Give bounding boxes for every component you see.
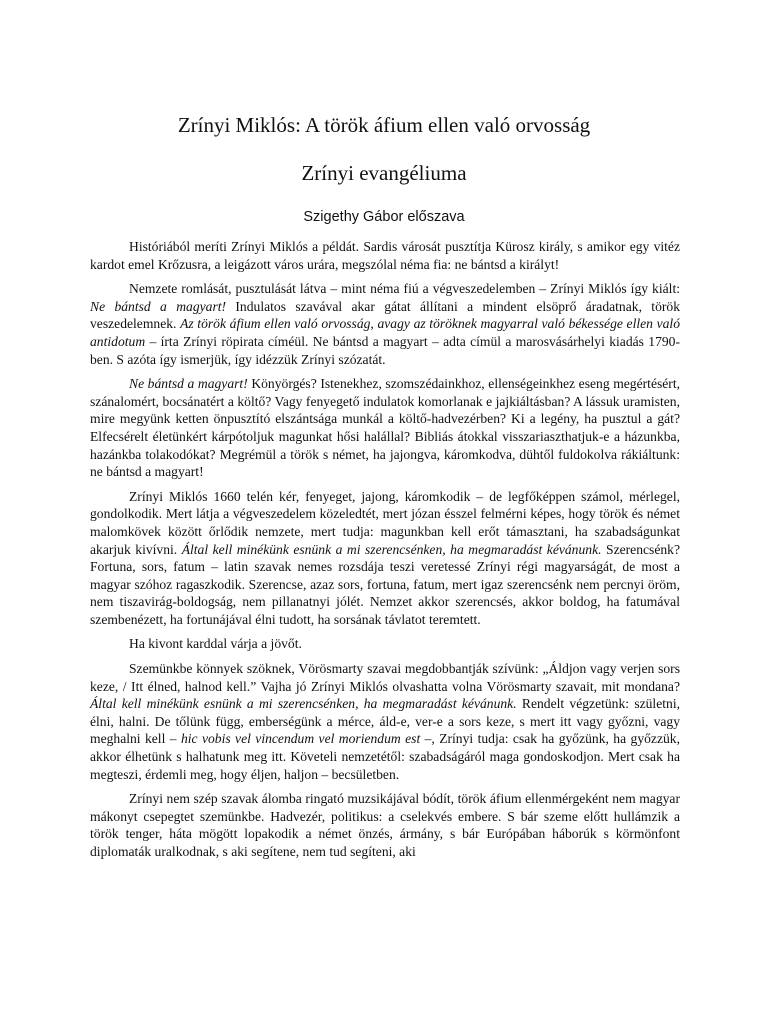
document-title: Zrínyi Miklós: A török áfium ellen való orvosság <box>177 113 591 137</box>
paragraph-text: Indulatos szavával akar gátat állítani a mindent elsöprő áradatnak, török veszedelemnek. <box>90 298 681 332</box>
paragraph-text: – írta Zrínyi röpirata címéül. Ne bántsd a magyart – adta címül a marosvásárhelyi kiadás 1790-ben. S azóta így ismerjük, így idézzük Zrínyi szózatát. <box>90 333 680 367</box>
italic-text: Által kell minékünk esnünk a mi szerencsénken, ha megmaradást kévánunk. <box>181 541 602 557</box>
italic-text: Ne bántsd a magyart! <box>129 376 248 392</box>
paragraph-text: Szemünkbe könnyek szöknek, Vörösmarty szavai megdobbantják szívünk: „Áldjon vagy verjen sors keze, / Itt élned, halnod kell.” Vajha jó Zrínyi Miklós olvashatta volna Vörösmarty szavait, mit mondana? <box>90 661 680 694</box>
document-subtitle: Zrínyi evangéliuma <box>301 161 467 185</box>
paragraph-text: Zrínyi nem szép szavak álomba ringató muzsikájával bódít, török áfium ellenmérgeként nem magyar mákonyt csepegtet szemünkbe. Hadvezér, politikus: a cselekvés embere. S bár szeme előtt hullámzik a török tenger, háta mögött lopakodik a német önzés, ármány, s bár Európában háborúk s körmönfont diplomaták uralkodnak, s aki segítene, nem tud segíteni, aki <box>90 791 680 859</box>
paragraph-text: Zrínyi Miklós 1660 telén kér, fenyeget, jajong, káromkodik – de legfőképpen számol, mérlegel, gondolkodik. Mert látja a végveszedelem közeledtét, mert józan ésszel felmérni képes, hogy török és német malomkövek között őrlődik nemzete, mert tudja: magunkban kell erőt támasztani, ha szabadságunkat akarjuk kivívni. <box>90 488 680 557</box>
italic-text: hic vobis vel vincendum vel moriendum est <box>180 731 421 747</box>
italic-text: Az török áfium ellen való orvosság, avagy az töröknek magyarral való békessége ellen való antidotum <box>90 316 681 349</box>
body-paragraph <box>90 238 680 273</box>
body-paragraph <box>90 488 680 629</box>
preface-byline: Szigethy Gábor előszava <box>303 209 465 225</box>
italic-text: Által kell minékünk esnünk a mi szerencsénken, ha megmaradást kévánunk. <box>90 696 517 712</box>
italic-text: Ne bántsd a magyart! <box>90 298 227 314</box>
body-paragraph <box>90 280 680 368</box>
body-paragraph <box>90 635 680 653</box>
paragraph-text: Szerencsénk? Fortuna, sors, fatum – latin szavak nemes rozsdája teszi veretessé Zrínyi régi magyarságát, de most a magyar szóhoz ragaszkodik. Szerencse, azaz sors, fortuna, fatum, mert igaz szerencsénk nem percnyi öröm, nem tiszavirág-boldogság, nem pillanatnyi jólét. Nemzet akkor szerencsés, akkor boldog, ha fatumával szembenézett, ha fortunájával élni tudott, ha sorsának távlatot teremtett. <box>90 541 680 627</box>
body-paragraph <box>90 790 680 860</box>
body-paragraph <box>90 660 680 783</box>
paragraph-text: Könyörgés? Istenekhez, szomszédainkhoz, ellenségeinkhez eseng megértésért, szánalomért, bocsánatért a költő? Vagy fenyegető indulatok komorlanak e jajkiáltásban? A lássuk uramisten, mire megyünk ketten önpusztító elszántsága munkál a költő-hadvezérben? Ki a legény, ha pusztul a gát? Elfecsérelt életünkért kárpótoljuk magunkat hősi halállal? Bibliás átokkal visszariaszthatjuk-e a házunkba, hazánkba tolakodókat? Megrémül a török s német, ha jajongva, káromkodva, dühtől fuldokolva rákiáltunk: ne bántsd a magyart! <box>90 376 681 480</box>
body-paragraph <box>90 375 680 481</box>
paragraph-text: Nemzete romlását, pusztulását látva – mint néma fiú a végveszedelemben – Zrínyi Miklós így kiált: <box>129 281 680 297</box>
paragraph-text: Ha kivont karddal várja a jövőt. <box>129 636 302 652</box>
paragraph-text: –, Zrínyi tudja: csak ha győzünk, ha győzzük, akkor élhetünk s halhatunk meg itt. Követeli nemzetétől: szabadságáról maga gondoskodjon. Mert csak ha megteszi, érdemli meg, hogy éljen, haljon – becsületben. <box>90 731 680 782</box>
paragraph-text: Históriából meríti Zrínyi Miklós a példát. Sardis városát pusztítja Kürosz király, s amikor egy vitéz kardot emel Krőzusra, a leigázott város urára, megszólal néma fia: ne bántsd a királyt! <box>90 239 680 272</box>
document-body <box>90 238 680 861</box>
paragraph-text: Rendelt végzetünk: születni, élni, halni. De tőlünk függ, emberségünk a mérce, áld-e, ver-e a sors keze, s mert itt vagy győzni, vagy meghalni kell – <box>90 696 680 747</box>
